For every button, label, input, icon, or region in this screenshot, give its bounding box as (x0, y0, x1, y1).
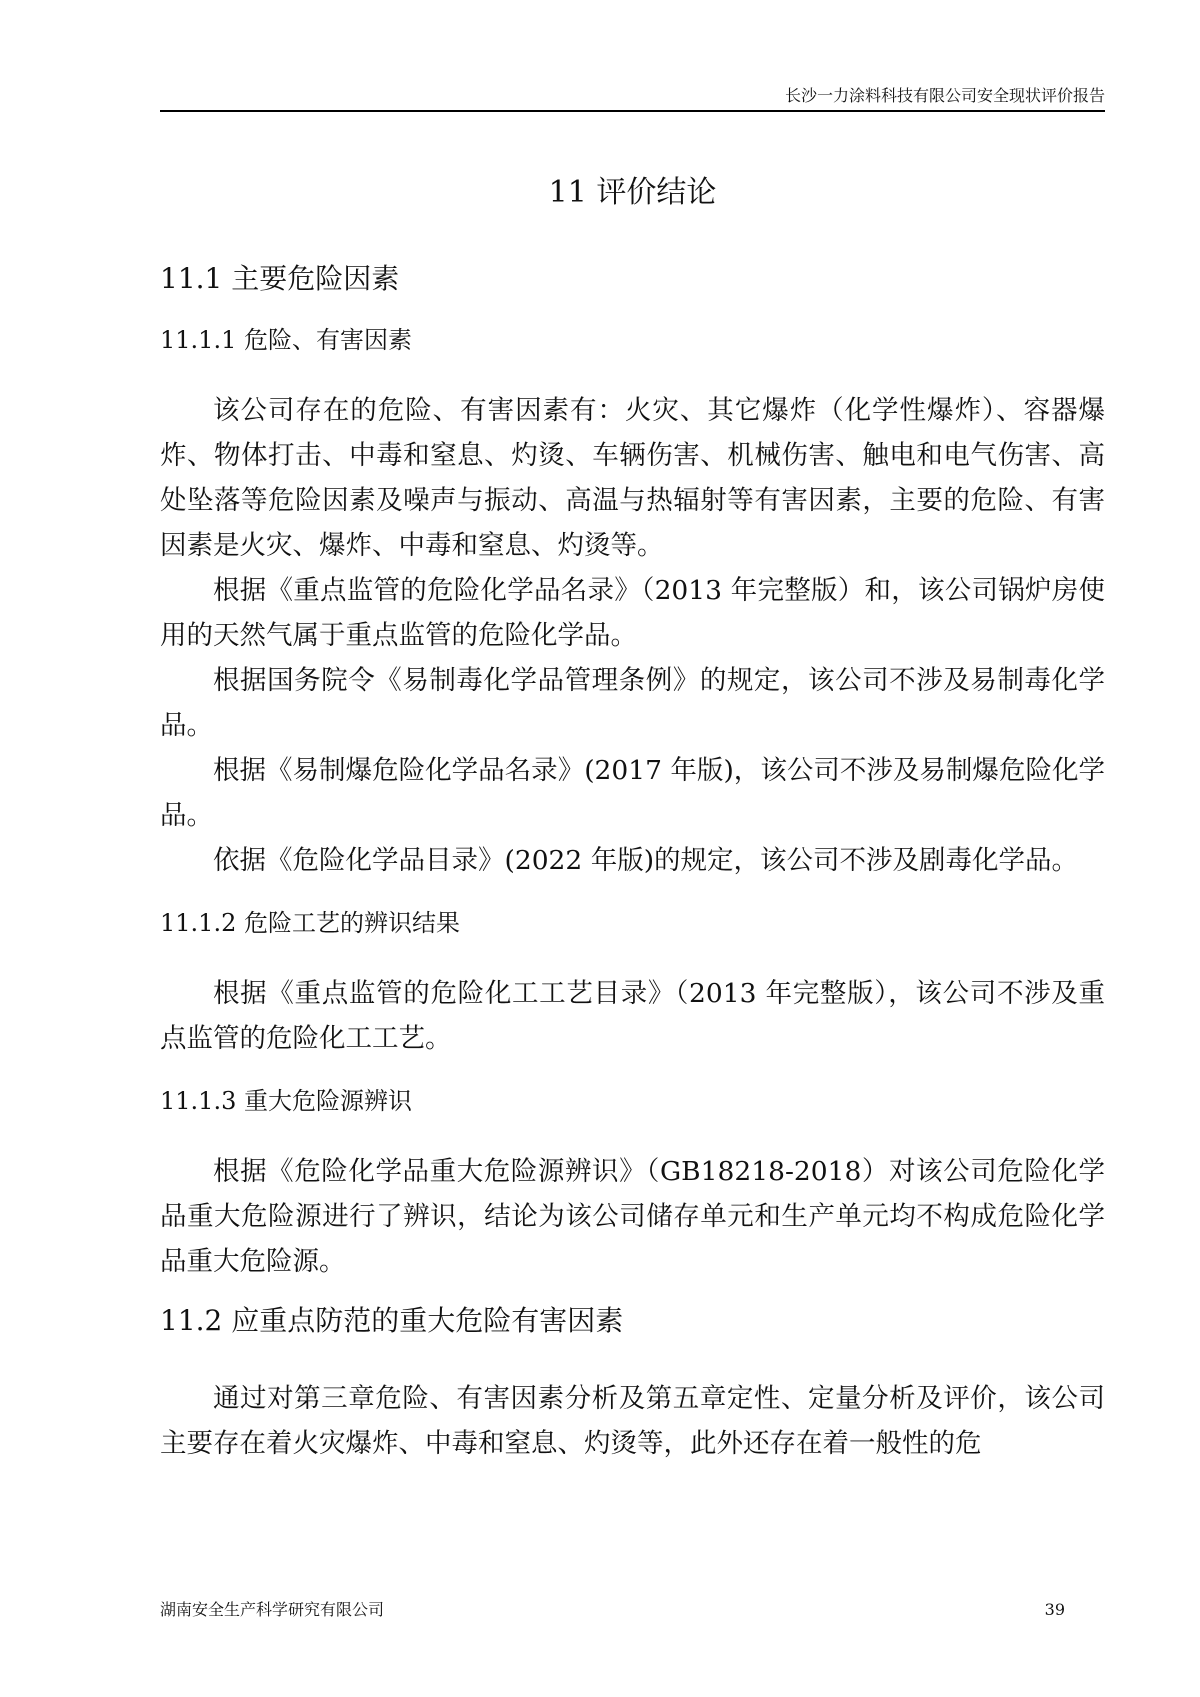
section-11-1-2-heading (160, 903, 1105, 943)
section-number: 11.1.3 (160, 1087, 237, 1115)
section-11-2-heading: 11.2 应重点防范的重大危险有害因素 (160, 1304, 624, 1337)
section-11-1-1-heading (160, 320, 1105, 360)
section-title: 危险、有害因素 (243, 326, 412, 354)
paragraph: 根据国务院令《易制毒化学品管理条例》的规定，该公司不涉及易制毒化学品。 (160, 665, 1105, 741)
page-header (160, 84, 1105, 112)
section-11-1-3-heading (160, 1081, 1105, 1121)
section-title: 重大危险源辨识 (243, 1087, 412, 1115)
chapter-title: 11 评价结论 (548, 175, 717, 210)
section-title: 危险工艺的辨识结果 (243, 909, 460, 937)
paragraph: 该公司存在的危险、有害因素有：火灾、其它爆炸（化学性爆炸）、容器爆炸、物体打击、中毒和窒息、灼烫、车辆伤害、机械伤害、触电和电气伤害、高处坠落等危险因素及噪声与振动、高温与热辐射等有害因素，主要的危险、有害因素是火灾、爆炸、中毒和窒息、灼烫等。 (160, 395, 1105, 561)
paragraph: 根据《重点监管的危险化学品名录》（2013 年完整版）和，该公司锅炉房使用的天然气属于重点监管的危险化学品。 (160, 575, 1105, 651)
page-number: 39 (1044, 1600, 1065, 1619)
page-body (160, 172, 1105, 1466)
header-title: 长沙一力涂料科技有限公司安全现状评价报告 (784, 86, 1105, 105)
paragraph: 通过对第三章危险、有害因素分析及第五章定性、定量分析及评价，该公司主要存在着火灾爆炸、中毒和窒息、灼烫等，此外还存在着一般性的危 (160, 1383, 1105, 1459)
paragraph: 依据《危险化学品目录》(2022 年版)的规定，该公司不涉及剧毒化学品。 (213, 845, 1079, 876)
footer-organization: 湖南安全生产科学研究有限公司 (160, 1600, 385, 1619)
paragraph: 根据《易制爆危险化学品名录》(2017 年版)，该公司不涉及易制爆危险化学品。 (160, 755, 1105, 831)
page-footer (160, 1598, 1065, 1622)
paragraph: 根据《危险化学品重大危险源辨识》（GB18218-2018）对该公司危险化学品重大危险源进行了辨识，结论为该公司储存单元和生产单元均不构成危险化学品重大危险源。 (160, 1156, 1105, 1277)
section-number: 11.1.1 (160, 326, 237, 354)
section-number: 11.1.2 (160, 909, 237, 937)
section-11-1-heading: 11.1 主要危险因素 (160, 262, 400, 295)
paragraph: 根据《重点监管的危险化工工艺目录》（2013 年完整版），该公司不涉及重点监管的危险化工工艺。 (160, 978, 1105, 1054)
